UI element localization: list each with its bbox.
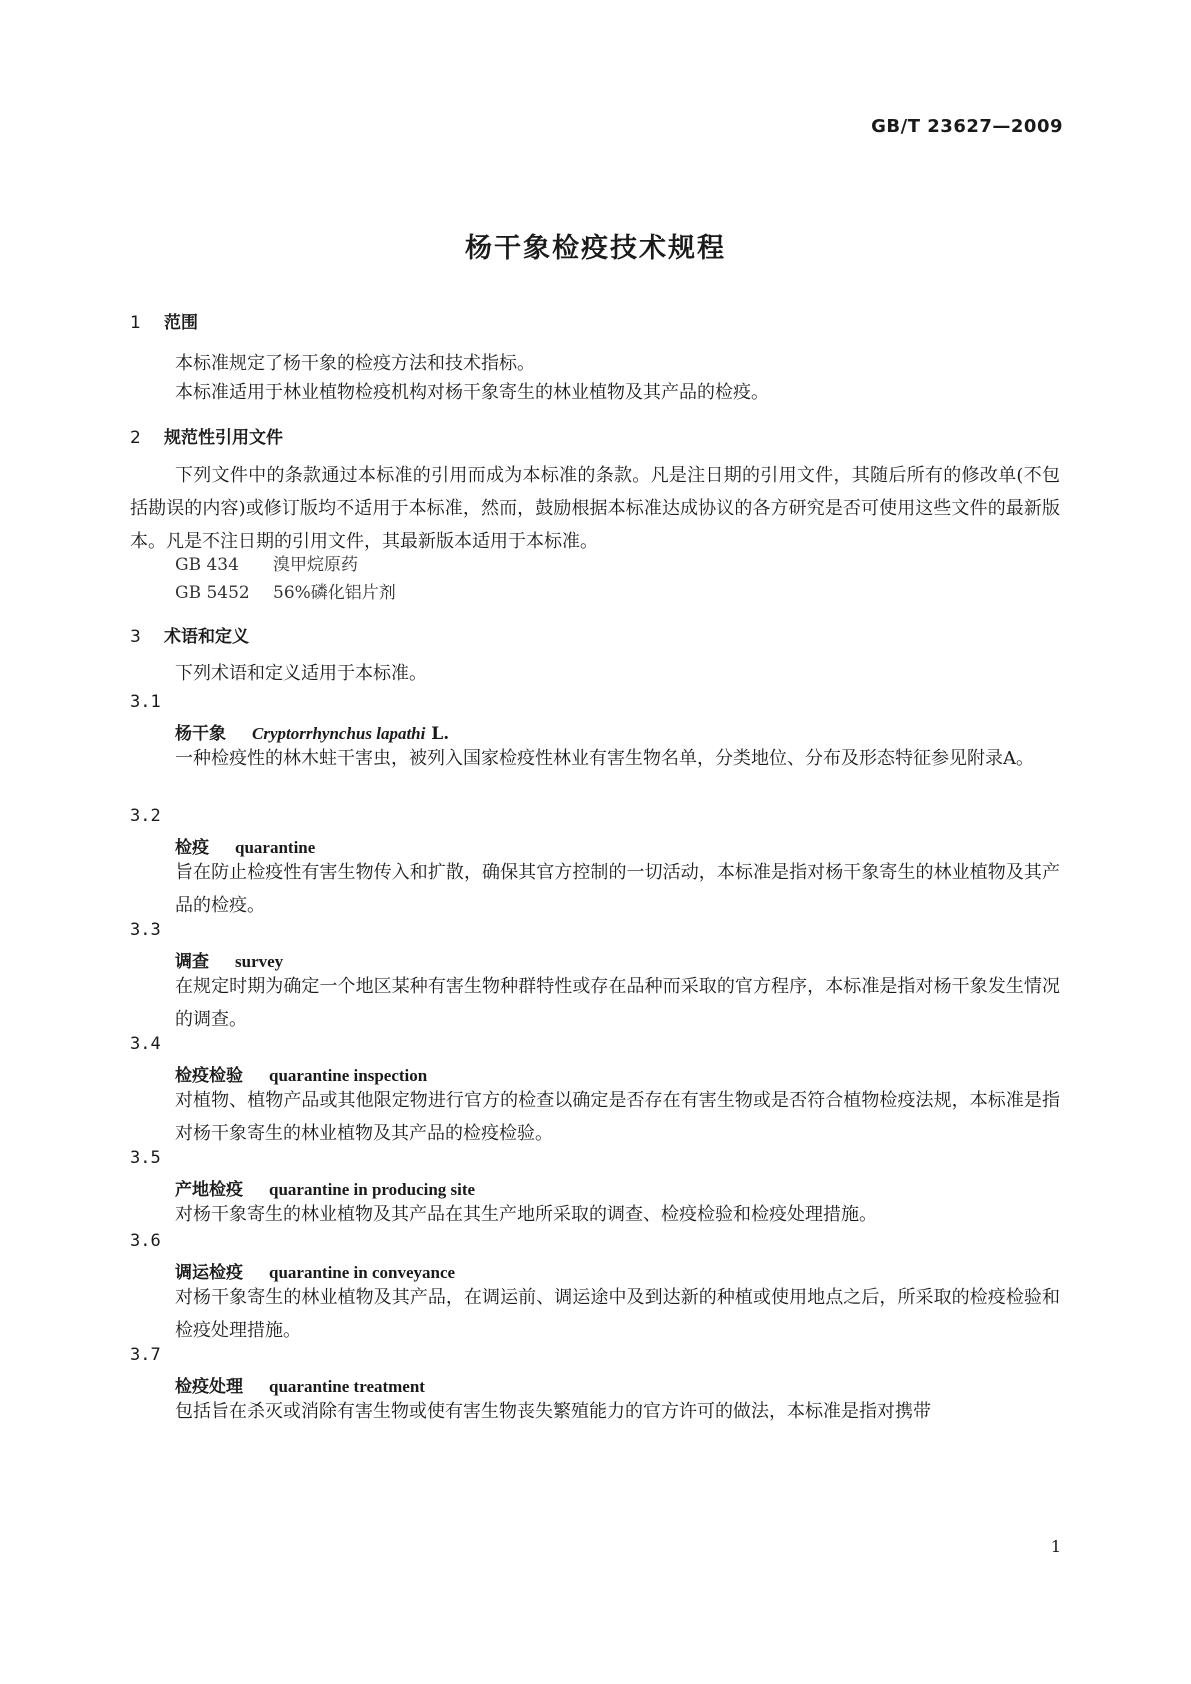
- term-number: 3.3: [130, 920, 161, 940]
- term-en-suffix: L.: [431, 724, 450, 744]
- term-zh: 检疫: [175, 838, 209, 858]
- page-number: 1: [1050, 1537, 1061, 1556]
- term-heading: [175, 1061, 427, 1086]
- term-en: Cryptorrhynchus lapathi: [252, 724, 426, 743]
- term-definition: 对杨干象寄生的林业植物及其产品，在调运前、调运途中及到达新的种植或使用地点之后，所采取的检疫检验和检疫处理措施。: [175, 1287, 1060, 1341]
- term-number: 3.5: [130, 1148, 161, 1168]
- term-heading: [175, 1372, 425, 1397]
- reference-name: 56%磷化铝片剂: [273, 583, 396, 603]
- term-zh: 调运检疫: [175, 1263, 243, 1283]
- section-1-heading: [130, 308, 198, 333]
- term-zh: 产地检疫: [175, 1180, 243, 1200]
- reference-code: GB 5452: [175, 583, 250, 603]
- term-heading: [175, 833, 315, 858]
- term-zh: 检疫检验: [175, 1066, 243, 1086]
- reference-name: 溴甲烷原药: [273, 555, 358, 575]
- term-en: quarantine in producing site: [269, 1180, 476, 1199]
- paragraph: 下列文件中的条款通过本标准的引用而成为本标准的条款。凡是注日期的引用文件，其随后所有的修改单(不包括勘误的内容)或修订版均不适用于本标准，然而，鼓励根据本标准达成协议的各方研究是否可使用这些文件的最新版本。凡是不注日期的引用文件，其最新版本适用于本标准。: [130, 465, 1060, 552]
- paragraph: 本标准适用于林业植物检疫机构对杨干象寄生的林业植物及其产品的检疫。: [175, 382, 769, 403]
- term-heading: [175, 1258, 455, 1283]
- term-en: quarantine: [235, 838, 316, 857]
- document-title: 杨干象检疫技术规程: [465, 233, 726, 264]
- term-zh: 检疫处理: [175, 1377, 243, 1397]
- section-title: 术语和定义: [164, 627, 249, 647]
- term-en: quarantine treatment: [269, 1377, 425, 1396]
- term-number: 3.4: [130, 1034, 161, 1054]
- term-heading: [175, 947, 283, 972]
- term-en: quarantine in conveyance: [269, 1263, 456, 1282]
- term-heading: [175, 1175, 475, 1200]
- term-number: 3.6: [130, 1231, 161, 1251]
- section-title: 范围: [164, 313, 198, 333]
- section-2-heading: [130, 423, 283, 448]
- section-3-heading: [130, 622, 249, 647]
- paragraph: 本标准规定了杨干象的检疫方法和技术指标。: [175, 353, 535, 374]
- section-title: 规范性引用文件: [164, 428, 283, 448]
- term-number: 3.7: [130, 1345, 161, 1365]
- term-definition: 在规定时期为确定一个地区某种有害生物种群特性或存在品种而采取的官方程序，本标准是指对杨干象发生情况的调查。: [175, 976, 1060, 1030]
- term-heading: [175, 719, 449, 744]
- term-number: 3.2: [130, 806, 161, 826]
- paragraph: 下列术语和定义适用于本标准。: [175, 663, 427, 684]
- term-en: survey: [235, 952, 284, 971]
- term-definition: 包括旨在杀灭或消除有害生物或使有害生物丧失繁殖能力的官方许可的做法，本标准是指对携带: [175, 1401, 931, 1422]
- reference-item: [175, 578, 396, 603]
- reference-item: [175, 550, 358, 575]
- term-zh: 杨干象: [175, 724, 226, 744]
- term-zh: 调查: [175, 952, 209, 972]
- term-definition: 一种检疫性的林木蛀干害虫，被列入国家检疫性林业有害生物名单，分类地位、分布及形态特征参见附录A。: [175, 748, 1034, 769]
- term-number: 3.1: [130, 692, 161, 712]
- term-en: quarantine inspection: [269, 1066, 428, 1085]
- term-definition: 对杨干象寄生的林业植物及其产品在其生产地所采取的调查、检疫检验和检疫处理措施。: [175, 1204, 877, 1225]
- section-number: 1: [130, 313, 141, 333]
- section-number: 2: [130, 428, 141, 448]
- term-definition: 对植物、植物产品或其他限定物进行官方的检查以确定是否存在有害生物或是否符合植物检疫法规，本标准是指对杨干象寄生的林业植物及其产品的检疫检验。: [175, 1090, 1060, 1144]
- standard-number: GB/T 23627—2009: [871, 116, 1063, 137]
- term-definition: 旨在防止检疫性有害生物传入和扩散，确保其官方控制的一切活动，本标准是指对杨干象寄生的林业植物及其产品的检疫。: [175, 862, 1060, 916]
- section-number: 3: [130, 627, 141, 647]
- reference-code: GB 434: [175, 555, 239, 575]
